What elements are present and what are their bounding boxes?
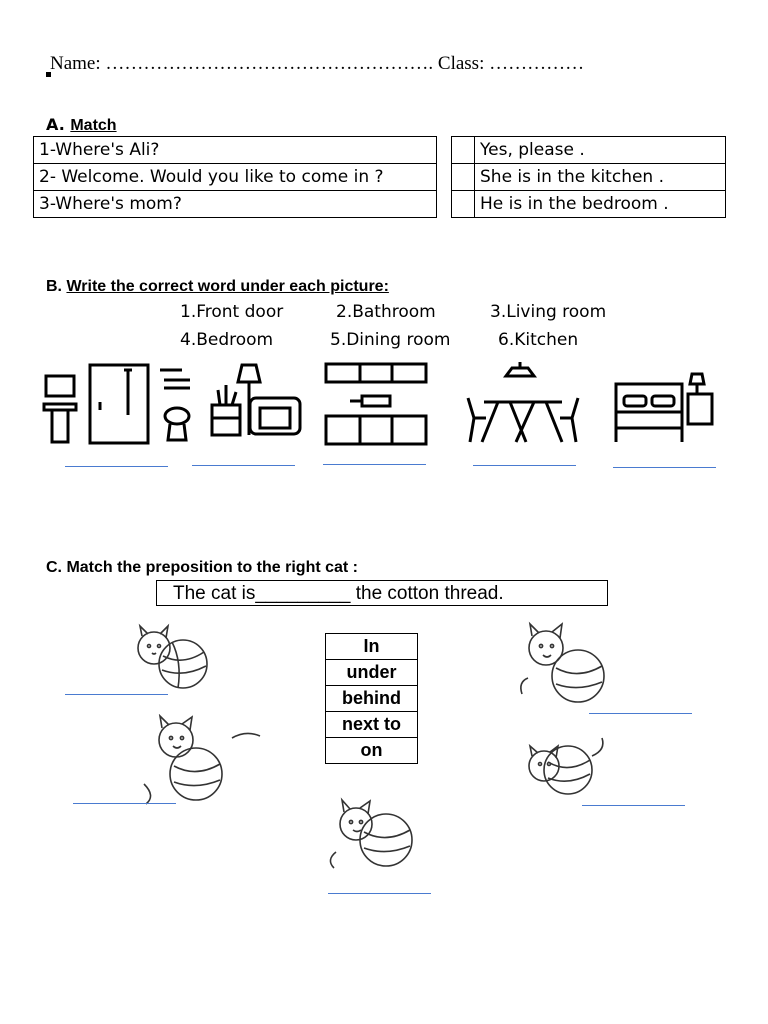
preposition-item: next to bbox=[326, 712, 418, 738]
cat-yarn-icon bbox=[128, 622, 218, 694]
answer-line[interactable] bbox=[473, 465, 576, 466]
section-a-title: Match bbox=[70, 117, 117, 134]
sentence-box: The cat is_________ the cotton thread. bbox=[156, 580, 608, 606]
section-c-label: C. bbox=[46, 559, 62, 576]
table-row bbox=[34, 137, 437, 164]
match-answer-cell[interactable] bbox=[452, 137, 475, 164]
answer-line[interactable] bbox=[582, 805, 685, 806]
answer-line[interactable] bbox=[323, 464, 426, 465]
cat-yarn-icon bbox=[136, 714, 266, 808]
word-bank-item: 6.Kitchen bbox=[498, 330, 579, 350]
answer-line[interactable] bbox=[192, 465, 295, 466]
bathroom-icon bbox=[44, 376, 76, 442]
word-bank-item: 4.Bedroom bbox=[180, 330, 274, 350]
table-row bbox=[326, 738, 418, 764]
bedroom-icon bbox=[616, 374, 712, 442]
match-answer-cell[interactable] bbox=[452, 164, 475, 191]
word-bank-item: 2.Bathroom bbox=[336, 302, 436, 322]
section-b-label: B. bbox=[46, 278, 62, 295]
table-row bbox=[452, 164, 726, 191]
table-row bbox=[452, 137, 726, 164]
table-row bbox=[452, 191, 726, 218]
cat-yarn-icon bbox=[512, 726, 614, 810]
table-row bbox=[326, 660, 418, 686]
match-answer-cell[interactable] bbox=[452, 191, 475, 218]
kitchen-icon bbox=[326, 364, 426, 444]
front-door-icon bbox=[90, 365, 148, 443]
preposition-table bbox=[325, 633, 418, 764]
match-right-item: Yes, please . bbox=[475, 137, 726, 164]
section-b-title: Write the correct word under each picture: bbox=[66, 278, 389, 295]
section-a-letter: A bbox=[46, 115, 59, 134]
table-row bbox=[34, 191, 437, 218]
word-bank-item: 3.Living room bbox=[490, 302, 607, 322]
table-row bbox=[34, 164, 437, 191]
table-row bbox=[326, 634, 418, 660]
table-row bbox=[326, 712, 418, 738]
section-b-heading bbox=[46, 278, 389, 296]
match-right-item: She is in the kitchen . bbox=[475, 164, 726, 191]
section-a-heading bbox=[46, 115, 117, 135]
section-c-heading bbox=[46, 559, 358, 577]
match-right-table bbox=[451, 136, 726, 218]
preposition-item: on bbox=[326, 738, 418, 764]
answer-line[interactable] bbox=[73, 803, 176, 804]
answer-line[interactable] bbox=[589, 713, 692, 714]
preposition-item: In bbox=[326, 634, 418, 660]
answer-line[interactable] bbox=[65, 466, 168, 467]
match-left-table bbox=[33, 136, 437, 218]
preposition-item: under bbox=[326, 660, 418, 686]
match-left-item: 3-Where's mom? bbox=[34, 191, 437, 218]
answer-line[interactable] bbox=[328, 893, 431, 894]
answer-line[interactable] bbox=[613, 467, 716, 468]
name-class-line[interactable]: Name: ……………………………………………. Class: …………… bbox=[50, 53, 585, 74]
living-room-icon bbox=[212, 365, 300, 435]
cat-yarn-icon bbox=[316, 794, 432, 878]
word-bank-item: 1.Front door bbox=[180, 302, 284, 322]
word-bank-item: 5.Dining room bbox=[330, 330, 451, 350]
room-pictures-strip bbox=[40, 360, 720, 450]
match-left-item: 2- Welcome. Would you like to come in ? bbox=[34, 164, 437, 191]
answer-line[interactable] bbox=[65, 694, 168, 695]
toilet-icon bbox=[160, 370, 190, 440]
cat-yarn-icon bbox=[512, 618, 618, 708]
match-left-item: 1-Where's Ali? bbox=[34, 137, 437, 164]
dining-room-icon bbox=[468, 362, 578, 442]
table-row bbox=[326, 686, 418, 712]
section-a-dot: . bbox=[58, 115, 65, 134]
match-right-item: He is in the bedroom . bbox=[475, 191, 726, 218]
preposition-item: behind bbox=[326, 686, 418, 712]
section-c-title: Match the preposition to the right cat : bbox=[66, 559, 359, 576]
